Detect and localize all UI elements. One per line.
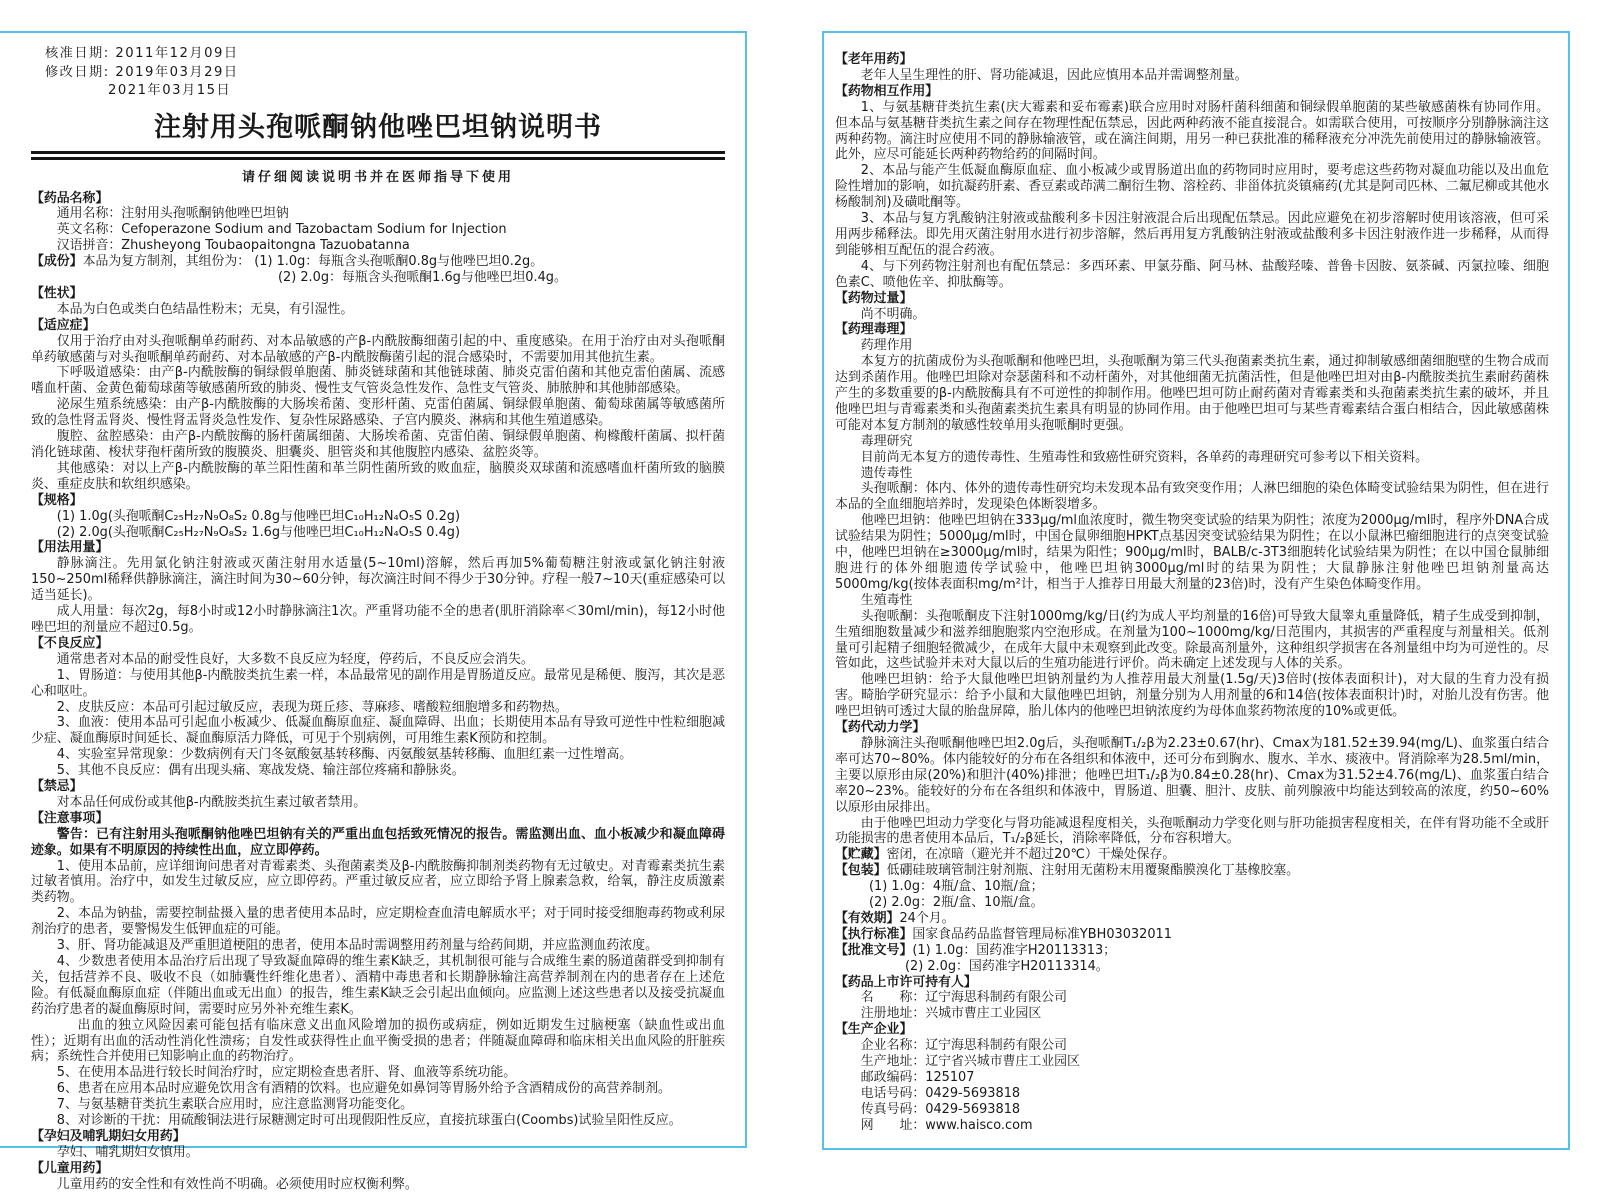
paragraph: 4、少数患者使用本品治疗后出现了导致凝血障碍的维生素K缺乏，其机制很可能与合成维生素的肠道菌群受到抑制有关，包括营养不良、吸收不良（如肺囊性纤维化患者）、酒精中毒患者和长期静脉输注高营养制剂在内的患者存在上述危险。有低凝血酶原血症（伴随出血或无出血）的报告，维生素K缺乏会引起出血倾向。应监测上述这些患者以及接受抗凝血药治疗患者的凝血酶原时间，需要时应另外补充维生素K。 [31, 954, 725, 1017]
paragraph: 对本品任何成份或其他β-内酰胺类抗生素过敏者禁用。 [56, 794, 367, 810]
paragraph: 【有效期】24个月。 [835, 910, 955, 926]
paragraph: 8、对诊断的干扰：用硫酸铜法进行尿糖测定时可出现假阳性反应，直接抗球蛋白(Coombs)试验呈阳性反应。 [56, 1113, 682, 1129]
paragraph: (2) 2.0g：国药准字H20113314。 [905, 958, 1109, 974]
paragraph: 5、在使用本品进行较长时间治疗时，应定期检查患者肝、肾、血液等系统功能。 [56, 1065, 517, 1081]
section-heading: 【老年用药】 [835, 52, 913, 67]
paragraph: 他唑巴坦钠：给予大鼠他唑巴坦钠剂量约为人推荐用最大剂量(1.5g/天)3倍时(按体表面积计)，对大鼠的生育力没有损害。畸胎学研究显示：给予小鼠和大鼠他唑巴坦钠，剂量分别为人用剂量的6和14倍(按体表面积计)时，对胎儿没有伤害。他唑巴坦钠可透过大鼠的胎盘屏障，胎儿体内的他唑巴坦钠浓度约为母体血浆药物浓度的10%或更低。 [835, 672, 1549, 720]
section-heading: 【禁忌】 [31, 779, 83, 795]
paragraph: 由于他唑巴坦动力学变化与肾功能减退程度相关，头孢哌酮动力学变化则与肝功能损害程度相关，在伴有肾功能不全或肝功能损害的患者使用本品后，T₁/₂β延长，消除率降低，分布容积增大。 [835, 815, 1549, 847]
inline-section-heading: 【包装】 [835, 863, 887, 879]
paragraph: 4、与下列药物注射剂也有配伍禁忌：多西环素、甲氯芬酯、阿马林、盐酸羟嗪、普鲁卡因胺、氨茶碱、丙氯拉嗪、细胞色素C、喷他佐辛、抑肽酶等。 [835, 258, 1549, 290]
paragraph: 名 称：辽宁海思科制药有限公司 [860, 990, 1068, 1006]
paragraph: 电话号码：0429-5693818 [860, 1085, 1021, 1101]
paragraph: 2、皮肤反应：本品可引起过敏反应，表现为斑丘疹、荨麻疹、嗜酸粒细胞增多和药物热。 [56, 699, 568, 715]
paragraph: 英文名称：Cefoperazone Sodium and Tazobactam Sodium for Injection [56, 222, 507, 238]
paragraph: 头孢哌酮：体内、体外的遗传毒性研究均未发现本品有致突变作用；人淋巴细胞的染色体畸变试验结果为阴性，但在进行本品的全血细胞培养时，发现染色体断裂增多。 [835, 481, 1549, 513]
title-double-rule [31, 151, 725, 160]
paragraph: 目前尚无本复方的遗传毒性、生殖毒性和致癌性研究资料，各单药的毒理研究可参考以下相关资料。 [860, 449, 1428, 465]
paragraph: 3、本品与复方乳酸钠注射液或盐酸利多卡因注射液混合后出现配伍禁忌。因此应避免在初步溶解时使用该溶液，但可采用两步稀释法。即先用灭菌注射用水进行初步溶解，然后再用复方乳酸钠注射液或盐酸利多卡因注射液作进一步稀释，从而得到能够相互配伍的混合药液。 [835, 211, 1549, 258]
inline-section-heading: 【执行标准】 [835, 926, 913, 942]
paragraph: 生产地址：辽宁省兴城市曹庄工业园区 [860, 1054, 1080, 1070]
paragraph: 遗传毒性 [860, 465, 913, 481]
paragraph: (1) 1.0g：4瓶/盒、10瓶/盒； [869, 879, 1044, 895]
paragraph: 通用名称：注射用头孢哌酮钠他唑巴坦钠 [56, 206, 289, 222]
paragraph: 本品为白色或类白色结晶性粉末；无臭，有引湿性。 [56, 301, 354, 317]
paragraph: 仅用于治疗由对头孢哌酮单药耐药、对本品敏感的产β-内酰胺酶细菌引起的中、重度感染。在用于治疗由对头孢哌酮单药敏感菌与对头孢哌酮单药耐药、对本品敏感的产β-内酰胺酶菌引起的混合感染时，不需要加用其他抗生素。 [31, 333, 725, 365]
section-heading: 【生产企业】 [835, 1022, 913, 1038]
paragraph: 【执行标准】国家食品药品监督管理局标准YBH03032011 [835, 926, 1172, 942]
paragraph: 【贮藏】密闭，在凉暗（避光并不超过20℃）干燥处保存。 [835, 847, 1176, 863]
paragraph: 1、与氨基糖苷类抗生素(庆大霉素和妥布霉素)联合应用时对肠杆菌科细菌和铜绿假单胞菌的某些敏感菌株有协同作用。但本品与氨基糖苷类抗生素之间存在物理性配伍禁忌，因此两种药液不能直接混合。如需联合使用，可按顺序分别静脉滴注这两种药物。滴注时应使用不同的静脉输液管，或在滴注间期，用另一种已获批准的稀释液充分冲洗先前使用过的静脉输液管。此外，应尽可能延长两种药物给药的间隔时间。 [835, 99, 1549, 163]
paragraph: (2) 2.0g(头孢哌酮C₂₅H₂₇N₉O₈S₂ 1.6g与他唑巴坦C₁₀H₁₂N₄O₅S 0.4g) [56, 524, 460, 540]
paragraph: 静脉滴注头孢哌酮他唑巴坦2.0g后，头孢哌酮T₁/₂β为2.23±0.67(hr)、Cmax为181.52±39.94(mg/L)、血浆蛋白结合率可达70~80%。体内能较好的分布在各组织和体液中，还可分布到胸水、腹水、羊水、痰液中。肾消除率为28.5ml/min，主要以原形由尿(20%)和胆汁(40%)排泄；他唑巴坦T₁/₂β为0.84±0.28(hr)、Cmax为31.52±4.76(mg/L)、血浆蛋白结合率20~23%。能较好的分布在各组织和体液中，胃肠道、胆囊、胆汁、皮肤、前列腺液中均能达到较高的浓度，约50~60%以原形由尿排出。 [835, 735, 1549, 815]
section-heading: 【规格】 [31, 492, 83, 508]
left-page [0, 31, 747, 1192]
inline-section-heading: 【有效期】 [835, 910, 900, 926]
paragraph: 本复方的抗菌成份为头孢哌酮和他唑巴坦，头孢哌酮为第三代头孢菌素类抗生素，通过抑制敏感细菌细胞壁的生物合成而达到杀菌作用。他唑巴坦除对奈瑟菌科和不动杆菌外，对其他细菌无抗菌活性，但是他唑巴坦对由β-内酰胺类抗生素耐药菌株产生的多数重要的β-内酰胺酶具有不可逆性的抑制作用。他唑巴坦可防止耐药菌对青霉素类和头孢菌素类抗生素的破坏，并且他唑巴坦与青霉素类和头孢菌素类抗生素具有明显的协同作用。由于他唑巴坦可与某些青霉素结合蛋白相结合，因此敏感菌株可能对本复方制剂的敏感性较单用头孢哌酮时更强。 [835, 354, 1549, 433]
right-page [822, 31, 1570, 1150]
paragraph: 【批准文号】(1) 1.0g：国药准字H20113313； [835, 942, 1117, 958]
paragraph: 儿童用药的安全性和有效性尚不明确。必须使用时应权衡利弊。 [56, 1176, 418, 1192]
inline-section-heading: 【批准文号】 [835, 942, 913, 958]
paragraph: 下呼吸道感染：由产β-内酰胺酶的铜绿假单胞菌、肺炎链球菌和其他链球菌、肺炎克雷伯菌和其他克雷伯菌属、流感嗜血杆菌、金黄色葡萄球菌等敏感菌所致的肺炎、慢性支气管炎急性发作、急性支气管炎、肺脓肿和其他肺部感染。 [31, 365, 725, 397]
paragraph: 注册地址：兴城市曹庄工业园区 [860, 1006, 1042, 1022]
paragraph: 4、实验室异常现象：少数病例有天门冬氨酸氨基转移酶、丙氨酸氨基转移酶、血胆红素一过性增高。 [56, 747, 633, 763]
inline-section-heading: 【成份】 [31, 254, 83, 270]
paragraph: 成人用量：每次2g，每8小时或12小时静脉滴注1次。严重肾功能不全的患者(肌肝消除率＜30ml/min)，每12小时他唑巴坦的剂量应不超过0.5g。 [31, 604, 725, 635]
paragraph: 静脉滴注。先用氯化钠注射液或灭菌注射用水适量(5~10ml)溶解，然后再加5%葡萄糖注射液或氯化钠注射液150~250ml稀释供静脉滴注，滴注时间为30~60分钟，每次滴注时间不得少于30分钟。疗程一般7~10天(重症感染可以适当延长)。 [31, 556, 725, 604]
section-heading: 【适应症】 [31, 317, 96, 333]
paragraph: 7、与氨基糖苷类抗生素联合应用时，应注意监测肾功能变化。 [56, 1097, 414, 1113]
left-page-sections [31, 191, 725, 1193]
section-heading: 【注意事项】 [31, 810, 109, 826]
document-title: 注射用头孢哌酮钠他唑巴坦钠说明书 [154, 111, 602, 143]
paragraph: 1、使用本品前，应详细询问患者对青霉素类、头孢菌素类及β-内酰胺酶抑制剂类药物有无过敏史。对青霉素类抗生素过敏者慎用。治疗中，如发生过敏反应，应立即停药。严重过敏反应者，应立即给予肾上腺素急救，给氧，静注皮质激素类药物。 [31, 858, 725, 906]
section-heading: 【用法用量】 [31, 540, 109, 556]
paragraph: 1、胃肠道：与使用其他β-内酰胺类抗生素一样，本品最常见的副作用是胃肠道反应。最常见是稀便、腹泻，其次是恶心和呕吐。 [31, 667, 725, 699]
paragraph: 生殖毒性 [860, 592, 913, 608]
paragraph: (2) 2.0g：每瓶含头孢哌酮1.6g与他唑巴坦0.4g。 [278, 270, 567, 286]
section-heading: 【药物过量】 [835, 290, 913, 306]
paragraph: 2、本品与能产生低凝血酶原血症、血小板减少或胃肠道出血的药物同时应用时，要考虑这些药物对凝血功能以及出血危险性增加的影响，如抗凝药肝素、香豆素或茚满二酮衍生物、溶栓药、非甾体抗炎镇痛药(尤其是阿司匹林、二氟尼柳或其他水杨酸制剂)及磺吡酮等。 [835, 163, 1550, 211]
section-heading: 【药品上市许可持有人】 [835, 974, 977, 990]
section-heading: 【不良反应】 [31, 635, 109, 651]
document-subtitle: 请仔细阅读说明书并在医师指导下使用 [241, 169, 514, 185]
paragraph: 腹腔、盆腔感染：由产β-内酰胺酶的肠杆菌属细菌、大肠埃希菌、克雷伯菌、铜绿假单胞菌、枸橼酸杆菌属、拟杆菌消化链球菌、梭状芽孢杆菌所致的腹膜炎、胆囊炎、胆管炎和其他腹腔内感染、盆腔炎等。 [31, 429, 725, 460]
section-heading: 【药代动力学】 [835, 720, 926, 736]
paragraph: 毒理研究 [860, 433, 913, 449]
paragraph: 泌尿生殖系统感染：由产β-内酰胺酶的大肠埃希菌、变形杆菌、克雷伯菌属、铜绿假单胞菌、葡萄球菌属等敏感菌所致的急性肾盂肾炎、慢性肾盂肾炎急性发作、复杂性尿路感染、子宫内膜炎、淋病和其他生殖道感染。 [31, 397, 725, 429]
section-heading: 【药品名称】 [31, 190, 109, 206]
paragraph: (1) 1.0g(头孢哌酮C₂₅H₂₇N₉O₈S₂ 0.8g与他唑巴坦C₁₀H₁₂N₄O₅S 0.2g) [56, 508, 460, 524]
section-heading: 【性状】 [31, 285, 83, 301]
paragraph: 通常患者对本品的耐受性良好，大多数不良反应为轻度，停药后，不良反应会消失。 [56, 651, 534, 667]
revision-date-2: 2021年03月15日 [108, 83, 232, 98]
section-heading: 【药物相互作用】 [835, 83, 939, 99]
right-page-sections [835, 52, 1549, 1134]
paragraph: 2、本品为钠盐，需要控制盐摄入量的患者使用本品时，应定期检查血清电解质水平；对于同时接受细胞毒药物或利尿剂治疗的患者，要警惕发生低钾血症的可能。 [31, 906, 725, 938]
section-heading: 【孕妇及哺乳期妇女用药】 [31, 1128, 186, 1144]
revision-date-1: 修改日期: 2019年03月29日 [45, 64, 239, 80]
paragraph: 5、其他不良反应：偶有出现头痛、寒战发烧、输注部位疼痛和静脉炎。 [56, 763, 465, 779]
paragraph: 汉语拼音：Zhusheyong Toubaopaitongna Tazuobatanna [56, 238, 410, 254]
date-block [31, 45, 725, 101]
paragraph: 他唑巴坦钠：他唑巴坦钠在333μg/ml血浓度时，微生物突变试验的结果为阴性；浓度为2000μg/ml时，程序外DNA合成试验结果为阴性；5000μg/ml时，中国仓鼠卵细胞HPKT点基因突变试验结果为阴性；在以小鼠淋巴瘤细胞进行的点突变试验中，他唑巴坦钠在≥3000μg/ml时，结果为阳性；900μg/ml时，BALB/c-3T3细胞转化试验结果为阴性；在以中国仓鼠肺细胞进行的体外细胞遗传学试验中，他唑巴坦钠3000μg/ml时的结果为阴性；大鼠静脉注射他唑巴坦钠剂量高达5000mg/kg(按体表面积mg/m²计，相当于人推荐日用最大剂量的23倍)时，没有产生染色体畸变作用。 [835, 513, 1549, 592]
paragraph: (2) 2.0g：2瓶/盒、10瓶/盒。 [869, 895, 1044, 911]
paragraph: 3、肝、肾功能减退及严重胆道梗阻的患者，使用本品时需调整用药剂量与给药间期，并应监测血药浓度。 [56, 938, 658, 954]
paragraph: 企业名称：辽宁海思科制药有限公司 [860, 1038, 1068, 1054]
paragraph: 头孢哌酮：头孢哌酮皮下注射1000mg/kg/日(约为成人平均剂量的16倍)可导致大鼠睾丸重量降低，精子生成受到抑制，生殖细胞数量减少和滋养细胞胞浆内空泡形成。在剂量为100~1000mg/kg/日范围内，其损害的严重程度与剂量相关。低剂量可引起精子细胞轻微减少，在成年大鼠中未观察到此改变。除最高剂量外，这种组织学损害在各剂量组中均为可逆性的。尽管如此，这些试验并未对大鼠以后的生殖功能进行评价。尚未确定上述发现与人体的关系。 [835, 608, 1549, 672]
paragraph: 其他感染：对以上产β-内酰胺酶的革兰阳性菌和革兰阴性菌所致的败血症，脑膜炎双球菌和流感嗜血杆菌所致的脑膜炎、重症皮肤和软组织感染。 [31, 460, 725, 492]
paragraph: 警告：已有注射用头孢哌酮钠他唑巴坦钠有关的严重出血包括致死情况的报告。需监测出血、血小板减少和凝血障碍迹象。如果有不明原因的持续性出血，应立即停药。 [31, 826, 725, 858]
section-heading: 【儿童用药】 [31, 1160, 109, 1176]
paragraph: 邮政编码：125107 [860, 1070, 975, 1085]
paragraph: 传真号码：0429-5693818 [860, 1101, 1021, 1117]
paragraph: 药理作用 [860, 338, 913, 354]
inline-section-heading: 【贮藏】 [835, 847, 887, 863]
paragraph: 尚不明确。 [860, 306, 926, 322]
paragraph: 6、患者在应用本品时应避免饮用含有酒精的饮料。也应避免如鼻饲等胃肠外给予含酒精成份的高营养制剂。 [56, 1081, 671, 1097]
paragraph: 孕妇、哺乳期妇女慎用。 [56, 1144, 199, 1160]
section-heading: 【药理毒理】 [835, 322, 913, 338]
paragraph: 【成份】本品为复方制剂，其组份为： (1) 1.0g：每瓶含头孢哌酮0.8g与他唑巴坦0.2g。 [31, 254, 544, 270]
paragraph: 3、血液：使用本品可引起血小板减少、低凝血酶原血症、凝血障碍、出血；长期使用本品有导致可逆性中性粒细胞减少症、凝血酶原时间延长、凝血酶原活力降低，可见于个别病例，可用维生素K预防和控制。 [31, 715, 725, 747]
paragraph: 老年人呈生理性的肝、肾功能减退，因此应慎用本品并需调整剂量。 [860, 67, 1248, 83]
approval-date: 核准日期: 2011年12月09日 [45, 46, 239, 61]
paragraph: 出血的独立风险因素可能包括有临床意义出血风险增加的损伤或病症，例如近期发生过脑梗塞（缺血性或出血性）；近期有出血的活动性消化性溃疡；自发性或获得性止血平衡受损的患者；伴随凝血障碍和临床相关出血风险的肝脏疾病；系统性合并使用已知影响止血的药物治疗。 [31, 1017, 725, 1065]
paragraph: 网 址：www.haisco.com [860, 1117, 1033, 1133]
paragraph: 【包装】低硼硅玻璃管制注射剂瓶、注射用无菌粉末用覆聚酯膜溴化丁基橡胶塞。 [835, 863, 1300, 879]
